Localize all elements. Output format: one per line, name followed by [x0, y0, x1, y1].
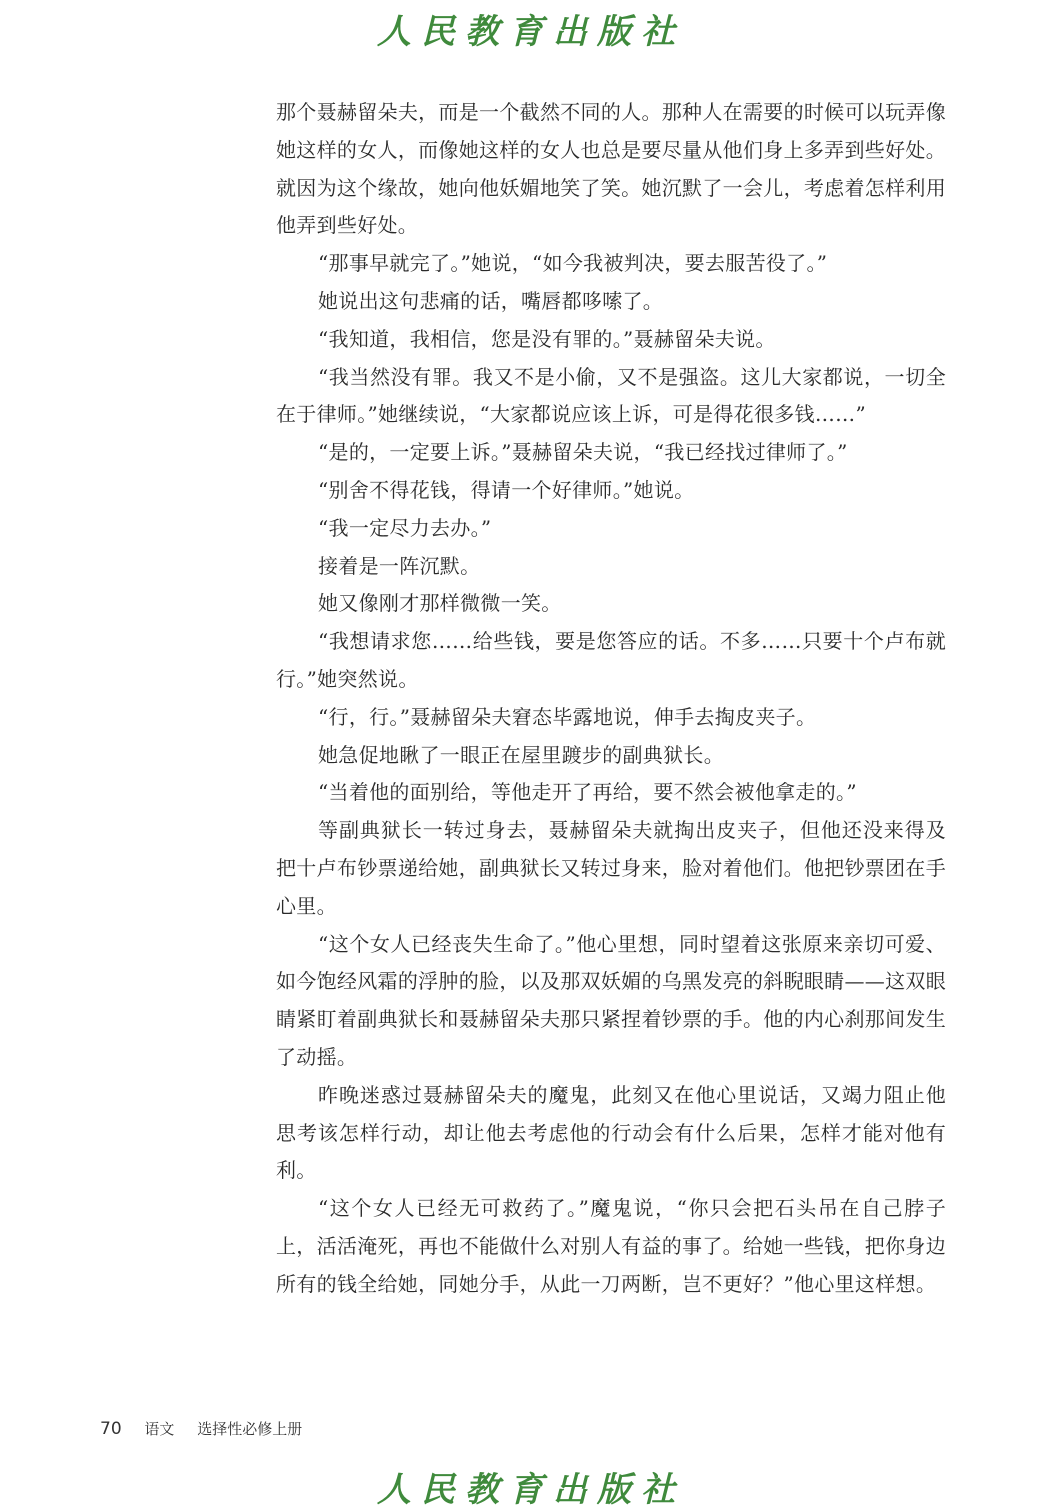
paragraph: “当着他的面别给，等他走开了再给，要不然会被他拿走的。” — [318, 780, 857, 805]
body-text — [276, 94, 946, 1304]
paragraph: “是的，一定要上诉。”聂赫留朵夫说，“我已经找过律师了。” — [318, 440, 848, 465]
paragraph: “我当然没有罪。我又不是小偷，又不是强盗。这儿大家都说，一切全在于律师。”她继续说，“大家都说应该上诉，可是得花很多钱……” — [276, 364, 946, 427]
publisher-logo-bottom: 人民教育出版社 — [377, 1470, 685, 1510]
paragraph: 接着是一阵沉默。 — [318, 553, 481, 578]
paragraph: “这个女人已经无可救药了。”魔鬼说，“你只会把石头吊在自己脖子上，活活淹死，再也不能做什么对别人有益的事了。给她一些钱，把你身边所有的钱全给她，同她分手，从此一刀两断，岂不更好？”他心里这样想。 — [276, 1196, 946, 1296]
paragraph: “我知道，我相信，您是没有罪的。”聂赫留朵夫说。 — [318, 326, 776, 351]
paragraph: “那事早就完了。”她说，“如今我被判决，要去服苦役了。” — [318, 251, 828, 276]
publisher-logo-top: 人民教育出版社 — [377, 12, 685, 52]
page-number: 70 — [100, 1419, 122, 1439]
paragraph: 她又像刚才那样微微一笑。 — [318, 591, 562, 616]
paragraph: “别舍不得花钱，得请一个好律师。”她说。 — [318, 477, 695, 502]
paragraph: 那个聂赫留朵夫，而是一个截然不同的人。那种人在需要的时候可以玩弄像她这样的女人，而像她这样的女人也总是要尽量从他们身上多弄到些好处。就因为这个缘故，她向他妖媚地笑了笑。她沉默了一会儿，考虑着怎样利用他弄到些好处。 — [276, 100, 946, 238]
subject-label: 语文 — [144, 1420, 175, 1438]
paragraph: “我想请求您……给些钱，要是您答应的话。不多……只要十个卢布就行。”她突然说。 — [276, 629, 946, 691]
paragraph: 昨晚迷惑过聂赫留朵夫的魔鬼，此刻又在他心里说话，又竭力阻止他思考该怎样行动，却让他去考虑他的行动会有什么后果，怎样才能对他有利。 — [276, 1082, 946, 1183]
paragraph: 等副典狱长一转过身去，聂赫留朵夫就掏出皮夹子，但他还没来得及把十卢布钞票递给她，副典狱长又转过身来，脸对着他们。他把钞票团在手心里。 — [276, 818, 946, 918]
book-title: 选择性必修上册 — [197, 1420, 303, 1438]
paragraph: 她急促地瞅了一眼正在屋里踱步的副典狱长。 — [318, 742, 724, 767]
page-footer — [100, 1418, 302, 1439]
paragraph: “我一定尽力去办。” — [318, 515, 492, 540]
paragraph: 她说出这句悲痛的话，嘴唇都哆嗦了。 — [318, 288, 664, 313]
paragraph: “行，行。”聂赫留朵夫窘态毕露地说，伸手去掏皮夹子。 — [318, 704, 817, 729]
paragraph: “这个女人已经丧失生命了。”他心里想，同时望着这张原来亲切可爱、如今饱经风霜的浮肿的脸，以及那双妖媚的乌黑发亮的斜睨眼睛——这双眼睛紧盯着副典狱长和聂赫留朵夫那只紧捏着钞票的手。他的内心刹那间发生了动摇。 — [276, 931, 946, 1069]
